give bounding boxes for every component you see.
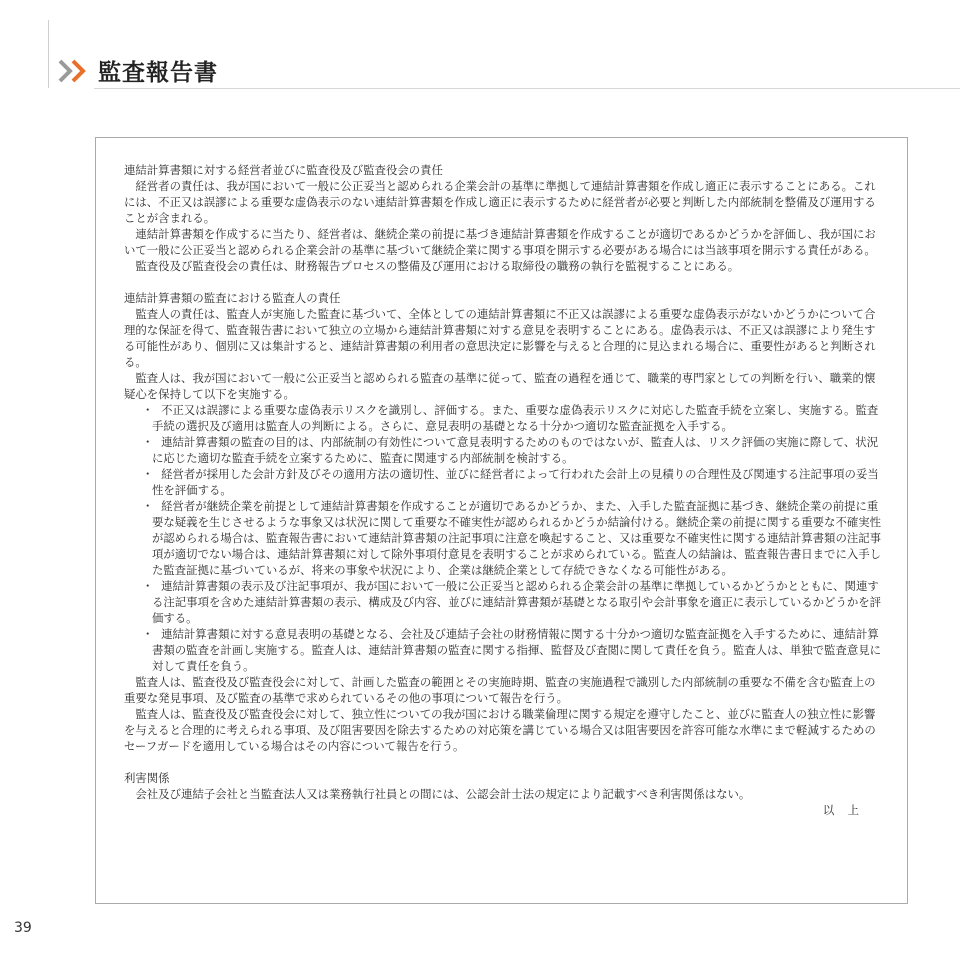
list-item-text: 連結計算書類に対する意見表明の基礎となる、会社及び連結子会社の財務情報に関する十分かつ適切な監査証拠を入手するために、連結計算書類の監査を計画し実施する。監査人は、連結計算書類の監査に関する指揮、監督及び査閲に関して責任を負う。監査人は、単独で監査意見に対して責任を負う。 — [152, 627, 882, 673]
list-item — [124, 466, 882, 498]
bullet-mark: ・ — [142, 403, 154, 417]
list-item-text: 経営者が継続企業を前提として連結計算書類を作成することが適切であるかどうか、また、入手した監査証拠に基づき、継続企業の前提に重要な疑義を生じさせるような事象又は状況に関して重要な不確実性が認められるかどうか結論付ける。継続企業の前提に関する重要な不確実性が認められる場合は、監査報告書において連結計算書類の注記事項に注意を喚起すること、又は重要な不確実性に関する連結計算書類の注記事項が適切でない場合は、連結計算書類に対して除外事項付意見を表明することが求められている。監査人の結論は、監査報告書日までに入手した監査証拠に基づいているが、将来の事象や状況により、企業は継続企業として存続できなくなる可能性がある。 — [152, 499, 882, 577]
list-item — [124, 402, 882, 434]
section-heading-responsibility: 連結計算書類に対する経営者並びに監査役及び監査役会の責任 — [124, 163, 443, 177]
page-title: 監査報告書 — [98, 60, 218, 86]
paragraph: 経営者の責任は、我が国において一般に公正妥当と認められる企業会計の基準に準拠して連結計算書類を作成し適正に表示することにある。これには、不正又は誤謬による重要な虚偽表示のない連結計算書類を作成し適正に表示するために経営者が必要と判断した内部統制を整備及び運用することが含まれる。 — [124, 179, 876, 225]
page-number: 39 — [14, 920, 32, 936]
paragraph: 監査人は、監査役及び監査役会に対して、独立性についての我が国における職業倫理に関する規定を遵守したこと、並びに監査人の独立性に影響を与えると合理的に考えられる事項、及び阻害要因を除去するための対応策を講じている場合又は阻害要因を許容可能な水準にまで軽減するためのセーフガードを適用している場合はその内容について報告を行う。 — [124, 707, 876, 753]
paragraph: 連結計算書類を作成するに当たり、経営者は、継続企業の前提に基づき連結計算書類を作成することが適切であるかどうかを評価し、我が国において一般に公正妥当と認められる企業会計の基準に基づいて継続企業に関する事項を開示する必要がある場合には当該事項を開示する責任がある。 — [124, 227, 876, 257]
bullet-mark: ・ — [142, 579, 154, 593]
list-item-text: 連結計算書類の監査の目的は、内部統制の有効性について意見表明するためのものではないが、監査人は、リスク評価の実施に際して、状況に応じた適切な監査手続を立案するために、監査に関連する内部統制を検討する。 — [152, 435, 879, 465]
paragraph: 監査人は、監査役及び監査役会に対して、計画した監査の範囲とその実施時期、監査の実施過程で識別した内部統制の重要な不備を含む監査上の重要な発見事項、及び監査の基準で求められているその他の事項について報告を行う。 — [124, 675, 876, 705]
bullet-mark: ・ — [142, 627, 154, 641]
list-item — [124, 626, 882, 674]
list-item-text: 経営者が採用した会計方針及びその適用方法の適切性、並びに経営者によって行われた会計上の見積りの合理性及び関連する注記事項の妥当性を評価する。 — [152, 467, 879, 497]
paragraph: 監査人の責任は、監査人が実施した監査に基づいて、全体としての連結計算書類に不正又は誤謬による重要な虚偽表示がないかどうかについて合理的な保証を得て、監査報告書において独立の立場から連結計算書類に対する意見を表明することにある。虚偽表示は、不正又は誤謬により発生する可能性があり、個別に又は集計すると、連結計算書類の利用者の意思決定に影響を与えると合理的に見込まれる場合に、重要性があると判断される。 — [124, 307, 876, 369]
paragraph: 会社及び連結子会社と当監査法人又は業務執行社員との間には、公認会計士法の規定により記載すべき利害関係はない。 — [135, 787, 751, 801]
paragraph: 監査人は、我が国において一般に公正妥当と認められる監査の基準に従って、監査の過程を通じて、職業的専門家としての判断を行い、職業的懐疑心を保持して以下を実施する。 — [124, 371, 876, 401]
left-margin-line — [48, 20, 49, 88]
paragraph: 監査役及び監査役会の責任は、財務報告プロセスの整備及び運用における取締役の職務の執行を監視することにある。 — [135, 259, 740, 273]
section-heading-interests: 利害関係 — [124, 771, 170, 785]
bullet-mark: ・ — [142, 435, 154, 449]
section-heading-auditor-responsibility: 連結計算書類の監査における監査人の責任 — [124, 291, 341, 305]
closing-mark: 以 上 — [822, 803, 860, 817]
list-item — [124, 434, 882, 466]
list-item — [124, 578, 882, 626]
list-item-text: 連結計算書類の表示及び注記事項が、我が国において一般に公正妥当と認められる企業会計の基準に準拠しているかどうかとともに、関連する注記事項を含めた連結計算書類の表示、構成及び内容、並びに連結計算書類が基礎となる取引や会計事象を適正に表示しているかどうかを評価する。 — [152, 579, 882, 625]
list-item-text: 不正又は誤謬による重要な虚偽表示リスクを識別し、評価する。また、重要な虚偽表示リスクに対応した監査手続を立案し、実施する。監査手続の選択及び適用は監査人の判断による。さらに、意見表明の基礎となる十分かつ適切な監査証拠を入手する。 — [152, 403, 879, 433]
double-chevron-icon — [58, 58, 92, 84]
list-item — [124, 498, 882, 578]
bullet-mark: ・ — [142, 499, 154, 513]
bullet-mark: ・ — [142, 467, 154, 481]
title-underline — [94, 88, 960, 89]
report-body — [124, 162, 882, 818]
page-header — [58, 54, 218, 87]
